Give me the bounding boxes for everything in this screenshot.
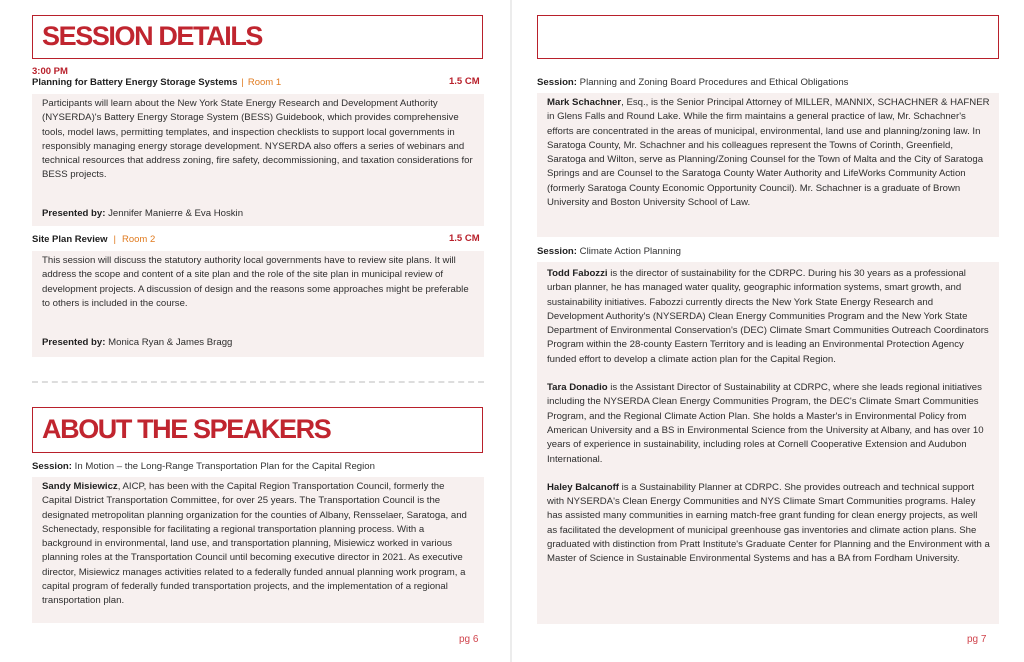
speaker-session-label: Session: <box>32 461 72 472</box>
balcanoff-bio <box>547 481 990 567</box>
donadio-bio-text: is the Assistant Director of Sustainability at CDRPC, where she leads regional initiatives including the NYSERDA Clean Energy Communities Program, the DEC's Climate Smart Communities Program, and the Regional Climate Action Plan. She holds a Master's in Environmental Policy from American University and a BS in Environmental Science from the University at Albany, and has over 10 years of experience in sustainability, including roles at Cornell Cooperative Extension and Audubon International. <box>547 382 984 465</box>
schachner-bio-panel <box>537 93 999 237</box>
donadio-bio <box>547 381 990 467</box>
session-2-room: Room 2 <box>121 234 156 245</box>
right-page <box>512 0 1024 662</box>
balcanoff-bio-text: is a Sustainability Planner at CDRPC. She provides outreach and technical support with NYSERDA's Clean Energy Communities and NYS Climate Smart Communities programs. Haley has assisted many communities in earning match-free grant funding for clean energy projects, as well as facilitated the development of municipal greenhouse gas inventories and climate action plans. She graduated with distinction from Pratt Institute's Graduate Center for Planning and the Environment with a Master of Science in Sustainable Environmental Systems and has a BA from Fordham University. <box>547 481 990 565</box>
session-2-description: This session will discuss the statutory authority local governments have to review site plans. It will address the scope and content of a site plan and the role of the site plan in municipal review of development projects. A discussion of design and the reasons some approaches might be preferable to others is included in the course. <box>42 255 469 309</box>
fabozzi-bio <box>547 267 990 367</box>
climate-bios-panel <box>537 262 999 624</box>
left-page <box>0 0 510 662</box>
speaker-session-line <box>32 461 375 472</box>
misiewicz-bio <box>42 480 475 609</box>
about-speakers-heading: ABOUT THE SPEAKERS <box>42 414 331 444</box>
session-2-panel <box>32 251 484 357</box>
session-time: 3:00 PM <box>32 66 68 77</box>
session-1-presenters: Jennifer Manierre & Eva Hoskin <box>108 208 244 219</box>
session-2-separator: | <box>113 234 116 245</box>
session-details-title-box <box>32 15 483 59</box>
session-a-title: Planning and Zoning Board Procedures and Ethical Obligations <box>579 77 849 88</box>
session-a-line <box>537 77 848 88</box>
schachner-bio-text: , Esq., is the Senior Principal Attorney of MILLER, MANNIX, SCHACHNER & HAFNER in Glens Falls and Round Lake. While the firm maintains a general practice of law, Mr. Schachner's efforts are concentrated in the areas of municipal, environmental, land use and planning/zoning law. In Saratoga County, Mr. Schachner and his colleagues represent the Towns of Corinth, Greenfield, Saratoga and Wilton, serve as Planning/Zoning Counsel for the Town of Malta and the City of Saratoga Springs and are Counsel to the Saratoga County Water Authority and LifeWorks Community Action (formerly Saratoga County Economic Opportunity Council). Mr. Schachner is a graduate of Brown University and Boston University School of Law. <box>547 97 990 209</box>
session-1-description: Participants will learn about the New York State Energy Research and Development Authority (NYSERDA)'s Battery Energy Storage System (BESS) Guidebook, which provides comprehensive tools, model laws, permitting templates, and inspection checklists to support local governments in responsibly managing energy storage development. NYSERDA also offers a series of webinars and technical resources that address zoning, fire safety, decommissioning, and taxation considerations for BESS projects. <box>42 98 473 181</box>
session-2-presented-by-label: Presented by: <box>42 337 106 348</box>
session-2-presenters-line <box>42 336 232 350</box>
session-details-heading: SESSION DETAILS <box>42 21 263 51</box>
misiewicz-bio-panel <box>32 477 484 623</box>
session-1-title: Planning for Battery Energy Storage Systems <box>32 77 238 88</box>
session-b-line <box>537 246 681 257</box>
section-divider <box>32 381 484 383</box>
empty-title-box <box>537 15 999 59</box>
page-number-left: pg 6 <box>459 634 479 645</box>
misiewicz-bio-text: , AICP, has been with the Capital Region Transportation Council, formerly the Capital District Transportation Committee, for over 25 years. The Transportation Council is the designated metropolitan planning organization for the counties of Albany, Rensselaer, Saratoga, and Schenectady, responsible for facilitating a regional transportation planning process. With a background in environmental, land use, and transportation planning, Misiewicz worked in various planning roles at the Transportation Council until becoming executive director in 2021. As executive director, Misiewicz manages activities related to a federally funded annual planning work program, a capital program of federally funded transportation projects, and the implementation of a regional transportation plan. <box>42 481 467 607</box>
session-b-title: Climate Action Planning <box>579 246 681 257</box>
session-1-separator: | <box>241 77 244 88</box>
balcanoff-name: Haley Balcanoff <box>547 481 619 493</box>
session-b-label: Session: <box>537 246 577 257</box>
session-1-panel <box>32 94 484 226</box>
speaker-session-title: In Motion – the Long-Range Transportation Plan for the Capital Region <box>74 461 375 472</box>
misiewicz-name: Sandy Misiewicz <box>42 481 118 492</box>
page-number-right: pg 7 <box>967 634 987 645</box>
session-2-header <box>32 234 155 245</box>
session-a-label: Session: <box>537 77 577 88</box>
session-1-header <box>32 77 281 88</box>
session-1-credit: 1.5 CM <box>449 76 480 87</box>
session-2-title: Site Plan Review <box>32 234 108 245</box>
donadio-name: Tara Donadio <box>547 382 608 394</box>
session-1-room: Room 1 <box>247 77 282 88</box>
about-speakers-title-box <box>32 407 483 453</box>
schachner-bio <box>547 96 990 210</box>
fabozzi-name: Todd Fabozzi <box>547 268 608 279</box>
fabozzi-bio-text: is the director of sustainability for the CDRPC. During his 30 years as a professional urban planner, he has managed water quality, geographic information systems, smart growth, and sustainability initiatives. Fabozzi currently directs the New York State Energy Research and Development Authority's (NYSERDA) Clean Energy Communities Program and the New York State Department of Environmental Conservation's (DEC) Climate Smart Communities Outreach Coordinators Program within the 28-county Eastern Territory and is leading an Environmental Protection Agency funded effort to develop a climate action plan for the Capital Region. <box>547 268 989 365</box>
session-2-credit: 1.5 CM <box>449 233 480 244</box>
schachner-name: Mark Schachner <box>547 97 622 108</box>
session-2-presenters: Monica Ryan & James Bragg <box>108 337 233 348</box>
session-1-presenters-line <box>42 207 243 221</box>
session-1-presented-by-label: Presented by: <box>42 208 106 219</box>
